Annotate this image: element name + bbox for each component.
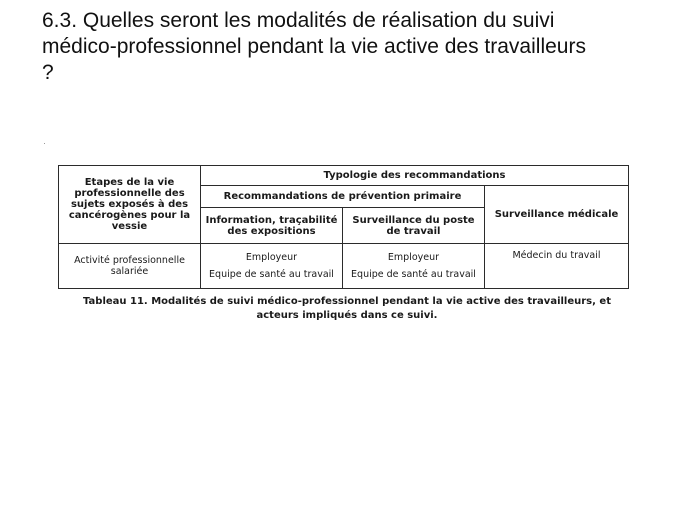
actor-text: Employeur (245, 252, 298, 263)
typology-header: Typologie des recommandations (201, 166, 629, 186)
recommendations-table (58, 165, 629, 289)
slide-title (42, 8, 662, 86)
table-row (59, 244, 629, 289)
information-traceability-header: Information, traçabilité des expositions (201, 208, 343, 244)
medical-actor-cell: Médecin du travail (485, 244, 629, 289)
actor-text: Employeur (387, 252, 440, 263)
actor-text: Equipe de santé au travail (351, 269, 476, 280)
caption-line: acteurs impliqués dans ce suivi. (256, 310, 438, 321)
slide-title-line: ? (42, 61, 54, 84)
slide-title-line: 6.3. Quelles seront les modalités de réalisation du suivi (42, 9, 555, 32)
recommendations-table-figure (58, 165, 628, 288)
table-caption (80, 295, 614, 323)
primary-prevention-header: Recommandations de prévention primaire (201, 186, 485, 208)
stage-column-header: Etapes de la vie professionnelle des sujets exposés à des cancérogènes pour la vessie (59, 166, 201, 244)
workplace-surveillance-header: Surveillance du poste de travail (343, 208, 485, 244)
stray-dot (44, 143, 45, 144)
medical-surveillance-header: Surveillance médicale (485, 186, 629, 244)
information-actors-cell (201, 244, 343, 289)
actor-text: Equipe de santé au travail (209, 269, 334, 280)
caption-line: Tableau 11. Modalités de suivi médico-professionnel pendant la vie active des travailleurs, et (83, 296, 611, 307)
workplace-actors-cell (343, 244, 485, 289)
stage-cell: Activité professionnelle salariée (59, 244, 201, 289)
slide-title-line: médico-professionnel pendant la vie active des travailleurs (42, 35, 586, 58)
